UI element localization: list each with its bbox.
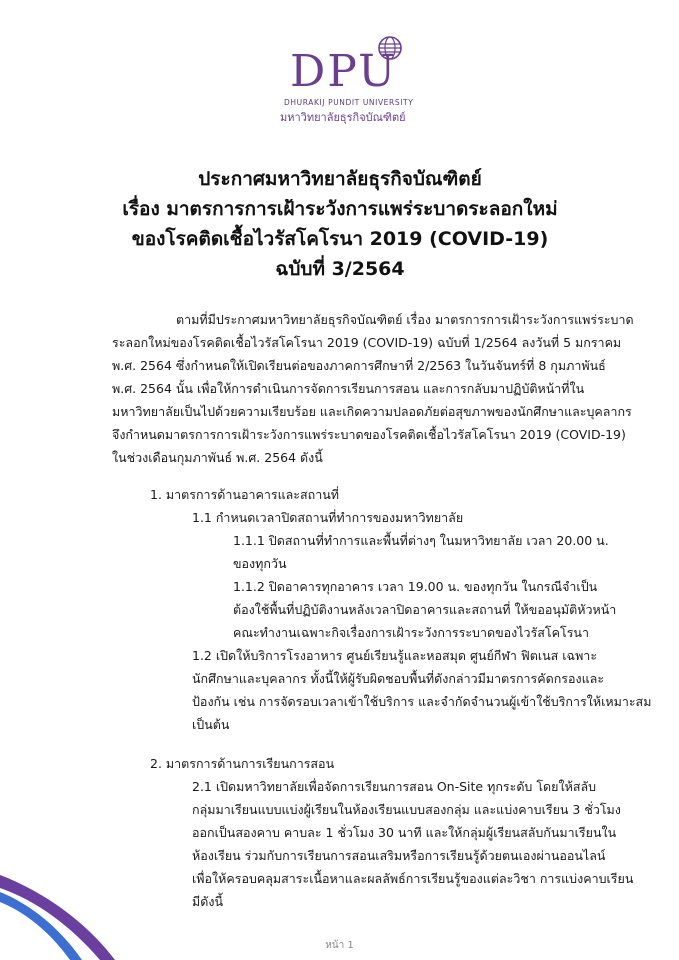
title-line-4: ฉบับที่ 3/2564 — [275, 258, 405, 280]
section-1-1-1-line: 1.1.1 ปิดสถานที่ทำการและพื้นที่ต่างๆ ในมหาวิทยาลัย เวลา 20.00 น. — [233, 533, 609, 548]
page-number: หน้า 1 — [325, 940, 354, 951]
intro-line: จึงกำหนดมาตรการการเฝ้าระวังการแพร่ระบาดของโรคติดเชื้อไวรัสโคโรนา 2019 (COVID-19) — [112, 427, 626, 442]
section-2-1-line: กลุ่มมาเรียนแบบแบ่งผู้เรียนในห้องเรียนแบบสองกลุ่ม และแบ่งคาบเรียน 3 ชั่วโมง — [192, 802, 621, 817]
section-1-1: 1.1 กำหนดเวลาปิดสถานที่ทำการของมหาวิทยาลัย — [192, 510, 464, 525]
section-2-1-line: มีดังนี้ — [192, 894, 224, 909]
section-1-1-2-line: 1.1.2 ปิดอาคารทุกอาคาร เวลา 19.00 น. ของทุกวัน ในกรณีจำเป็น — [233, 579, 598, 594]
section-1-1-1-line: ของทุกวัน — [233, 556, 287, 571]
intro-line: ระลอกใหม่ของโรคติดเชื้อไวรัสโคโรนา 2019 (COVID-19) ฉบับที่ 1/2564 ลงวันที่ 5 มกราคม — [112, 335, 622, 350]
logo-thai-name: มหาวิทยาลัยธุรกิจบัณฑิตย์ — [280, 111, 406, 124]
section-1-heading: 1. มาตรการด้านอาคารและสถานที่ — [150, 487, 340, 502]
title-line-1: ประกาศมหาวิทยาลัยธุรกิจบัณฑิตย์ — [198, 168, 482, 190]
section-2-1-line: เพื่อให้ครอบคลุมสาระเนื้อหาและผลลัพธ์การเรียนรู้ของแต่ละวิชา การแบ่งคาบเรียน — [192, 871, 634, 886]
section-2-heading: 2. มาตรการด้านการเรียนการสอน — [150, 756, 335, 771]
intro-line: พ.ศ. 2564 นั้น เพื่อให้การดำเนินการจัดการเรียนการสอน และการกลับมาปฏิบัติหน้าที่ใน — [112, 381, 585, 396]
title-line-3: ของโรคติดเชื้อไวรัสโคโรนา 2019 (COVID-19) — [131, 228, 549, 250]
decorative-swoosh — [0, 780, 140, 960]
section-1-2-line: ป้องกัน เช่น การจัดรอบเวลาเข้าใช้บริการ และจำกัดจำนวนผู้เข้าใช้บริการให้เหมาะสม — [192, 694, 652, 709]
title-line-2: เรื่อง มาตรการการเฝ้าระวังการแพร่ระบาดระลอกใหม่ — [122, 198, 558, 220]
section-2-1-line: ห้องเรียน ร่วมกับการเรียนการสอนเสริมหรือการเรียนรู้ด้วยตนเองผ่านออนไลน์ — [192, 848, 606, 863]
announcement-title — [60, 164, 620, 284]
section-1-2-line: 1.2 เปิดให้บริการโรงอาหาร ศูนย์เรียนรู้และหอสมุด ศูนย์กีฬา ฟิตเนส เฉพาะ — [192, 648, 598, 663]
section-2-1-line: 2.1 เปิดมหาวิทยาลัยเพื่อจัดการเรียนการสอน On-Site ทุกระดับ โดยให้สลับ — [192, 779, 597, 794]
university-logo — [276, 30, 426, 122]
intro-line: ในช่วงเดือนกุมภาพันธ์ พ.ศ. 2564 ดังนี้ — [112, 450, 323, 465]
intro-line: ตามที่มีประกาศมหาวิทยาลัยธุรกิจบัณฑิตย์ เรื่อง มาตรการการเฝ้าระวังการแพร่ระบาด — [176, 312, 634, 327]
section-1-1-2-line: ต้องใช้พื้นที่ปฏิบัติงานหลังเวลาปิดอาคารและสถานที่ ให้ขออนุมัติหัวหน้า — [233, 602, 617, 617]
logo-english-name: DHURAKIJ PUNDIT UNIVERSITY — [284, 98, 414, 107]
section-1-2-line: เป็นต้น — [192, 717, 230, 732]
logo-wordmark: DPU — [290, 46, 398, 97]
intro-line: มหาวิทยาลัยเป็นไปด้วยความเรียบร้อย และเกิดความปลอดภัยต่อสุขภาพของนักศึกษาและบุคลากร — [112, 404, 632, 419]
section-1-1-2-line: คณะทำงานเฉพาะกิจเรื่องการเฝ้าระวังการระบาดของไวรัสโคโรนา — [233, 625, 589, 640]
section-2-1-line: ออกเป็นสองคาบ คาบละ 1 ชั่วโมง 30 นาที และให้กลุ่มผู้เรียนสลับกันมาเรียนใน — [192, 825, 617, 840]
intro-line: พ.ศ. 2564 ซึ่งกำหนดให้เปิดเรียนต่อของภาคการศึกษาที่ 2/2563 ในวันจันทร์ที่ 8 กุมภาพันธ์ — [112, 358, 606, 373]
section-1-2-line: นักศึกษาและบุคลากร ทั้งนี้ให้ผู้รับผิดชอบพื้นที่ดังกล่าวมีมาตรการคัดกรองและ — [192, 671, 605, 686]
